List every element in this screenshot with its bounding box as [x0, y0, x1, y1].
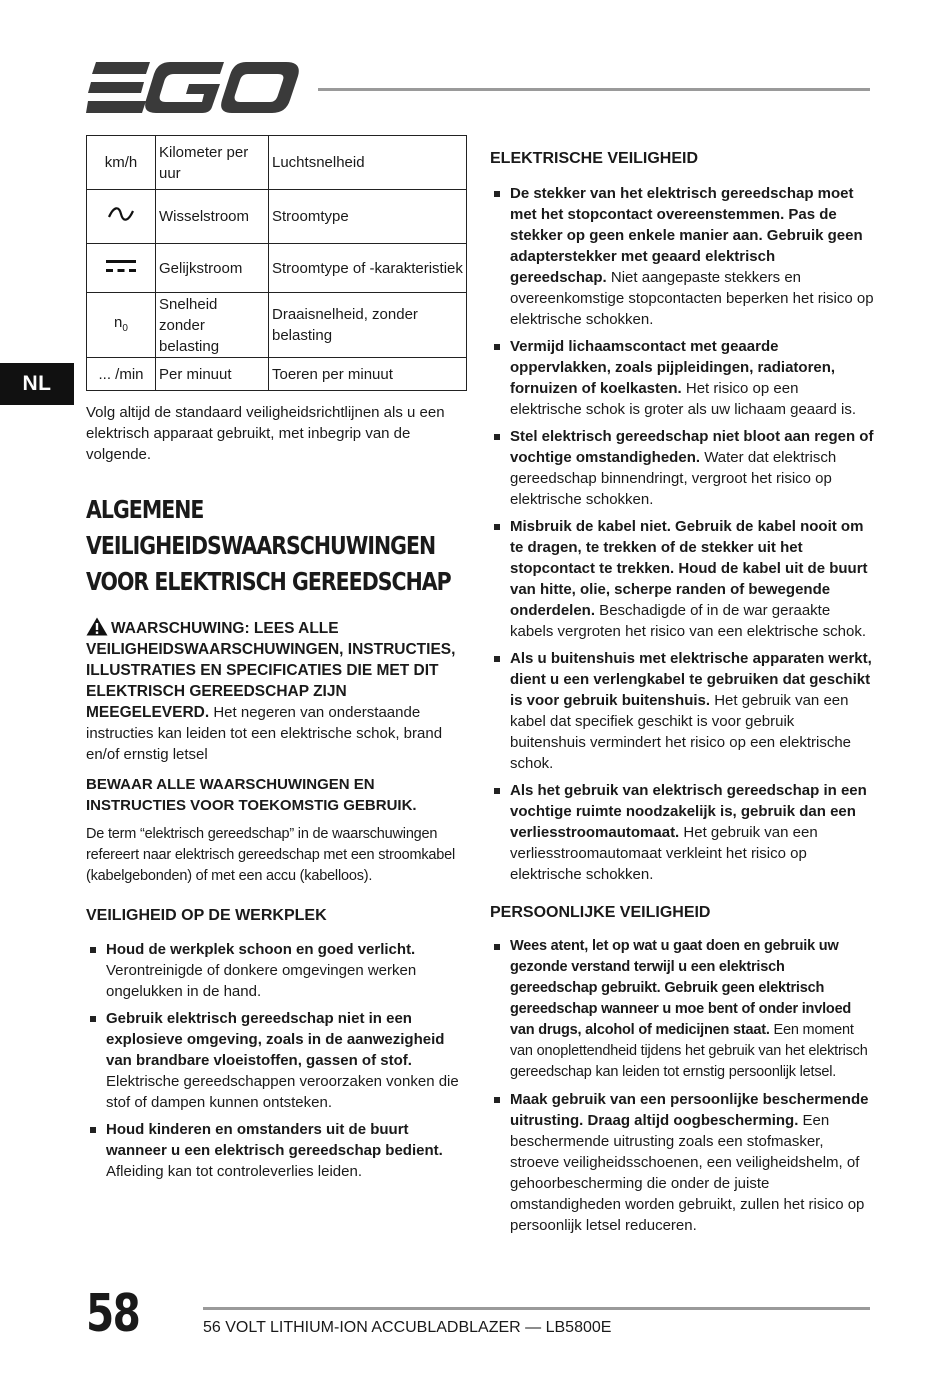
- symbol-subscript: 0: [122, 322, 128, 334]
- header-rule: [318, 88, 870, 91]
- name-cell: Gelijkstroom: [156, 244, 269, 293]
- keep-instructions: BEWAAR ALLE WAARSCHUWINGEN EN INSTRUCTIES VOOR TOEKOMSTIG GEBRUIK.: [86, 775, 417, 814]
- electrical-heading: ELEKTRISCHE VEILIGHEID: [490, 150, 699, 168]
- description-cell: Stroomtype: [269, 190, 467, 244]
- warning-bold-text: WAARSCHUWING: LEES ALLE VEILIGHEIDSWAARSCHUWINGEN, INSTRUCTIES, ILLUSTRATIES EN SPECIFICATIES DIE MET DIT ELEKTRISCH GEREEDSCHAP ZIJN MEEGELEVERD.: [86, 619, 456, 721]
- item-text: Niet aangepaste stekkers en overeenkomstige stopcontacten beperken het risico op elektrische schokken.: [510, 268, 874, 328]
- name-cell: Per minuut: [156, 358, 269, 391]
- description-cell: Toeren per minuut: [269, 358, 467, 391]
- left-column: [86, 135, 468, 1188]
- item-bold: Wees atent, let op wat u gaat doen en gebruik uw gezonde verstand terwijl u een elektrisch gereedschap gebruikt. Gebruik geen elektrisch gereedschap wanneer u moe bent of onder invloed van drugs, alcohol of medicijnen staat.: [510, 937, 852, 1038]
- name-cell: Kilometer per uur: [156, 136, 269, 190]
- description-cell: Draaisnelheid, zonder belasting: [269, 293, 467, 358]
- item-bold: Gebruik elektrisch gereedschap niet in een explosieve omgeving, zoals in de aanwezigheid van brandbare vloeistoffen, gassen of stof.: [106, 1010, 445, 1070]
- item-text: Een moment van onoplettendheid tijdens het gebruik van het elektrisch gereedschap kan leiden tot ernstig persoonlijk letsel.: [510, 1021, 868, 1080]
- item-text: Het gebruik van een verliesstroomautomaat verkleint het risico op elektrische schokken.: [510, 823, 818, 883]
- symbol-cell: km/h: [87, 136, 156, 190]
- ego-logo: [86, 62, 300, 114]
- item-bold: Stel elektrisch gereedschap niet bloot aan regen of vochtige omstandigheden.: [510, 427, 874, 466]
- personal-heading: PERSOONLIJKE VEILIGHEID: [490, 903, 711, 921]
- item-text: Een beschermende uitrusting zoals een stofmasker, stroeve veiligheidsschoenen, een veiligheidshelm, of gehoorbescherming die onder de juiste omstandigheden worden gebruikt, zullen het risico op persoonlijk letsel reduceren.: [510, 1111, 865, 1234]
- item-text: Verontreinigde of donkere omgevingen werken ongelukken in de hand.: [106, 962, 417, 1001]
- list-item: [490, 1089, 874, 1236]
- item-text: Beschadigde of in de war geraakte kabels vergroten het risico van een elektrische schok.: [510, 601, 867, 640]
- list-item: [490, 426, 874, 510]
- item-bold: Als u buitenshuis met elektrische apparaten werkt, dient u een verlengkabel te gebruiken dat geschikt is voor gebruik buitenshuis.: [510, 649, 872, 709]
- warning-triangle-icon: [86, 617, 108, 636]
- list-item: [490, 183, 874, 330]
- item-bold: De stekker van het elektrisch gereedschap moet met het stopcontact overeenstemmen. Pas de stekker op geen enkele manier aan. Gebruik geen adapterstekker met geaard elektrisch gereedschap.: [510, 184, 863, 286]
- list-item: [490, 336, 874, 420]
- symbol-n: n: [114, 313, 123, 331]
- personal-list: [490, 936, 874, 1236]
- list-item: [490, 780, 874, 885]
- table-row: [87, 293, 467, 358]
- page-number: 58: [86, 1284, 140, 1344]
- item-bold: Als het gebruik van elektrisch gereedschap in een vochtige ruimte noodzakelijk is, gebruik dan een verliesstroomautomaat.: [510, 781, 867, 841]
- list-item: [490, 516, 874, 642]
- list-item: [86, 1119, 468, 1182]
- item-text: Elektrische gereedschappen veroorzaken vonken die stof of dampen kunnen ontsteken.: [106, 1073, 459, 1112]
- list-item: [86, 939, 468, 1002]
- term-text: De term “elektrisch gereedschap” in de waarschuwingen refereert naar elektrisch gereedschap met een stroomkabel (kabelgebonden) of met een accu (kabelloos).: [86, 825, 456, 884]
- warning-block: [86, 617, 468, 765]
- table-row: [87, 136, 467, 190]
- footer-rule: [203, 1307, 870, 1310]
- item-text: Het gebruik van een kabel dat specifiek geschikt is voor gebruik buitenshuis vermindert het risico op een elektrische schok.: [510, 691, 852, 772]
- main-heading: ALGEMENE VEILIGHEIDSWAARSCHUWINGEN VOOR ELEKTRISCH GEREEDSCHAP: [86, 495, 451, 596]
- symbol-cell: [87, 244, 156, 293]
- table-row: [87, 358, 467, 391]
- workplace-heading: VEILIGHEID OP DE WERKPLEK: [86, 906, 327, 924]
- alternating-current-icon: [106, 206, 136, 222]
- item-text: Water dat elektrisch gereedschap binnendringt, vergroot het risico op elektrische schokken.: [510, 448, 837, 508]
- list-item: [490, 936, 874, 1083]
- right-column: [490, 135, 874, 1242]
- symbol-cell: [87, 190, 156, 244]
- table-row: [87, 244, 467, 293]
- workplace-list: [86, 939, 468, 1182]
- direct-current-icon: [105, 259, 137, 273]
- name-cell: Snelheid zonder belasting: [156, 293, 269, 358]
- item-bold: Houd de werkplek schoon en goed verlicht.: [106, 941, 416, 959]
- item-bold: Maak gebruik van een persoonlijke beschermende uitrusting. Draag altijd oogbescherming.: [510, 1090, 869, 1129]
- symbol-cell: ... /min: [87, 358, 156, 391]
- item-bold: Misbruik de kabel niet. Gebruik de kabel nooit om te dragen, te trekken of de stekker uit het stopcontact te trekken. Houd de kabel uit de buurt van hitte, olie, scherpe randen of bewegende onderdelen.: [510, 517, 868, 619]
- table-row: [87, 190, 467, 244]
- footer-title: 56 VOLT LITHIUM-ION ACCUBLADBLAZER — LB5800E: [203, 1319, 612, 1336]
- description-cell: Stroomtype of -karakteristiek: [269, 244, 467, 293]
- warning-text: Het negeren van onderstaande instructies kan leiden tot een elektrische schok, brand en/of ernstig letsel: [86, 703, 443, 763]
- name-cell: Wisselstroom: [156, 190, 269, 244]
- symbol-cell: [87, 293, 156, 358]
- list-item: [490, 648, 874, 774]
- language-tab: NL: [0, 363, 74, 405]
- item-bold: Houd kinderen en omstanders uit de buurt wanneer u een elektrisch gereedschap bedient.: [106, 1121, 443, 1160]
- symbols-table: [86, 135, 467, 391]
- intro-text: Volg altijd de standaard veiligheidsrichtlijnen als u een elektrisch apparaat gebruikt, met inbegrip van de volgende.: [86, 404, 445, 463]
- item-bold: Vermijd lichaamscontact met geaarde oppervlakken, zoals pijpleidingen, radiatoren, fornuizen of koelkasten.: [510, 337, 836, 397]
- list-item: [86, 1008, 468, 1113]
- description-cell: Luchtsnelheid: [269, 136, 467, 190]
- item-text: Het risico op een elektrische schok is groter als uw lichaam geaard is.: [510, 379, 856, 418]
- electrical-list: [490, 183, 874, 885]
- item-text: Afleiding kan tot controleverlies leiden.: [106, 1163, 362, 1181]
